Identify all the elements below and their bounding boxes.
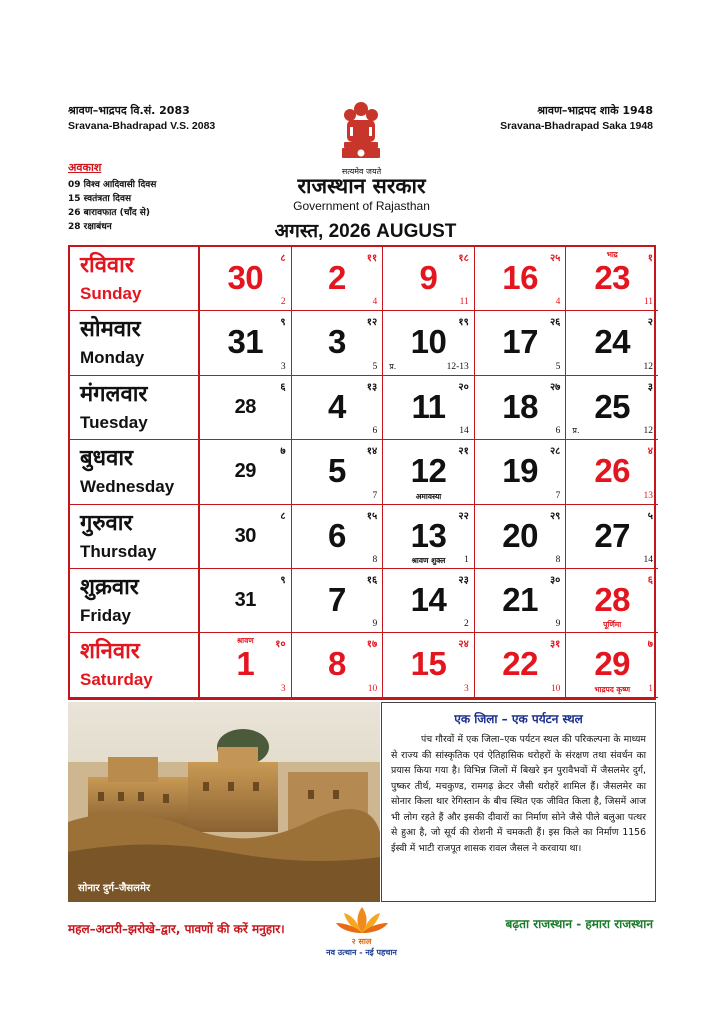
date-cell bbox=[200, 569, 292, 633]
date-cell bbox=[566, 633, 658, 697]
hijri-date: 1 bbox=[464, 554, 469, 565]
hijri-date: 7 bbox=[372, 490, 378, 501]
date-number: 16 bbox=[502, 259, 538, 296]
government-name-hindi: राजस्थान सरकार bbox=[297, 174, 426, 198]
tithi-number: २६ bbox=[549, 317, 561, 329]
hijri-date: 9 bbox=[372, 619, 378, 630]
date-number: 26 bbox=[594, 452, 631, 490]
government-name-english: Government of Rajasthan bbox=[293, 199, 430, 213]
weekday-label bbox=[70, 505, 200, 569]
weekday-label bbox=[70, 633, 200, 697]
date-cell bbox=[383, 633, 475, 697]
date-cell bbox=[200, 505, 292, 569]
weekday-english: Thursday bbox=[80, 541, 157, 561]
weekday-hindi: सोमवार bbox=[80, 317, 141, 343]
hijri-date: 11 bbox=[459, 297, 469, 308]
footer-slogan-right: बढ़ता राजस्थान - हमारा राजस्थान bbox=[505, 917, 653, 931]
date-number: 31 bbox=[227, 323, 264, 361]
date-number: 13 bbox=[410, 516, 447, 554]
hijri-date: 12-13 bbox=[446, 361, 469, 372]
tithi-number: २२ bbox=[458, 510, 469, 522]
date-number: 2 bbox=[327, 259, 346, 296]
date-cell bbox=[200, 440, 292, 504]
weekday-english: Friday bbox=[80, 606, 132, 625]
tithi-number: ७ bbox=[280, 446, 286, 458]
tithi-number: २४ bbox=[458, 639, 469, 651]
weekday-english: Monday bbox=[80, 348, 145, 368]
weekday-label bbox=[70, 311, 200, 375]
date-cell bbox=[383, 569, 475, 633]
hijri-date: 6 bbox=[372, 426, 378, 437]
hijri-date: 3 bbox=[280, 361, 286, 372]
date-number: 9 bbox=[419, 259, 438, 296]
month-title: अगस्त, 2026 AUGUST bbox=[274, 221, 457, 242]
tithi-number: १९ bbox=[458, 317, 469, 329]
weekday-english: Sunday bbox=[80, 284, 142, 303]
holiday-item: 28 रक्षाबंधन bbox=[68, 222, 112, 232]
date-number: 28 bbox=[234, 395, 256, 418]
fort-photo bbox=[68, 702, 380, 902]
weekday-label bbox=[70, 440, 200, 504]
hijri-date: 6 bbox=[555, 426, 561, 437]
logo-text: २ साल bbox=[351, 937, 372, 946]
tithi-number: ९ bbox=[280, 575, 286, 586]
vikram-samvat-hindi: श्रावण–भाद्रपद वि.सं. 2083 bbox=[68, 104, 190, 117]
date-cell bbox=[383, 376, 475, 440]
date-number: 21 bbox=[502, 581, 538, 618]
date-cell bbox=[383, 311, 475, 375]
tithi-number: ३१ bbox=[549, 639, 561, 651]
festival-note: भाद्रपद कृष्ण bbox=[594, 684, 631, 694]
date-number: 18 bbox=[502, 387, 538, 425]
date-cell bbox=[200, 311, 292, 375]
hijri-date: 13 bbox=[643, 490, 653, 501]
date-cell bbox=[292, 311, 384, 375]
weekday-english: Wednesday bbox=[80, 477, 175, 497]
date-cell bbox=[292, 440, 384, 504]
hijri-date: 12 bbox=[643, 361, 653, 372]
date-number: 31 bbox=[234, 589, 256, 611]
weekday-english: Saturday bbox=[80, 670, 153, 690]
hijri-date: 14 bbox=[459, 426, 469, 437]
hijri-date: 4 bbox=[555, 297, 561, 308]
date-cell bbox=[383, 440, 475, 504]
holiday-item: 15 स्वतंत्रता दिवस bbox=[68, 194, 132, 204]
date-cell bbox=[566, 569, 658, 633]
date-cell bbox=[475, 505, 567, 569]
date-number: 10 bbox=[410, 323, 447, 361]
date-cell bbox=[475, 440, 567, 504]
hijri-date: 8 bbox=[372, 554, 378, 565]
tithi-number: ७ bbox=[647, 639, 653, 651]
date-number: 28 bbox=[594, 581, 631, 618]
date-cell bbox=[200, 376, 292, 440]
date-cell bbox=[292, 569, 384, 633]
date-cell bbox=[292, 633, 384, 697]
date-number: 30 bbox=[227, 259, 264, 296]
info-title: एक जिला – एक पर्यटन स्थल bbox=[454, 712, 583, 726]
festival-note: श्रावण शुक्ल bbox=[411, 555, 446, 565]
hijri-date: 14 bbox=[643, 554, 653, 565]
holiday-item: 09 विश्व आदिवासी दिवस bbox=[68, 180, 157, 190]
tithi-number: १२ bbox=[366, 317, 378, 329]
tithi-number: ९ bbox=[280, 317, 286, 329]
tithi-number: ३ bbox=[647, 381, 653, 393]
tithi-number: ६ bbox=[647, 575, 653, 586]
date-cell bbox=[292, 505, 384, 569]
date-number: 7 bbox=[327, 581, 346, 618]
tithi-number: १३ bbox=[366, 381, 378, 393]
date-number: 27 bbox=[594, 516, 631, 554]
hijri-date: 10 bbox=[550, 683, 561, 694]
saka-year-english: Sravana-Bhadrapad Saka 1948 bbox=[500, 120, 653, 132]
date-cell bbox=[566, 505, 658, 569]
date-number: 6 bbox=[327, 516, 346, 554]
date-number: 20 bbox=[502, 516, 538, 554]
tithi-number: १७ bbox=[366, 639, 378, 651]
date-number: 14 bbox=[410, 581, 447, 618]
tithi-number: ८ bbox=[280, 510, 286, 522]
weekday-label bbox=[70, 376, 200, 440]
date-cell bbox=[566, 247, 658, 311]
date-cell bbox=[475, 376, 567, 440]
hijri-date: 2 bbox=[280, 297, 286, 308]
date-cell bbox=[200, 247, 292, 311]
footer-slogan-left: महल–अटारी–झरोखे–द्वार, पावणों की करें मनुहार। bbox=[68, 922, 285, 936]
date-cell bbox=[475, 247, 567, 311]
date-number: 4 bbox=[327, 387, 346, 425]
tithi-number: २० bbox=[458, 381, 469, 393]
lotus-logo-icon bbox=[336, 905, 388, 935]
date-cell bbox=[566, 311, 658, 375]
tithi-number: ६ bbox=[280, 381, 286, 393]
tourism-info-box bbox=[381, 702, 656, 902]
hijri-date: 4 bbox=[372, 297, 378, 308]
date-number: 29 bbox=[234, 460, 256, 483]
tithi-number: १ bbox=[647, 253, 653, 264]
hijri-date: 8 bbox=[555, 554, 561, 565]
hijri-date: 7 bbox=[555, 490, 561, 501]
state-emblem-icon bbox=[338, 100, 384, 166]
weekday-label bbox=[70, 569, 200, 633]
tithi-number: २३ bbox=[458, 575, 469, 586]
tithi-number: १८ bbox=[458, 253, 469, 264]
tithi-number: १५ bbox=[366, 510, 378, 522]
tithi-number: ४ bbox=[647, 446, 653, 458]
hijri-date: 3 bbox=[280, 683, 286, 694]
tithi-number: २ bbox=[647, 317, 653, 329]
weekday-label bbox=[70, 247, 200, 311]
date-cell bbox=[566, 376, 658, 440]
date-number: 25 bbox=[594, 387, 631, 425]
date-number: 29 bbox=[594, 645, 631, 683]
hijri-date: 1 bbox=[648, 683, 653, 694]
weekday-hindi: शनिवार bbox=[80, 639, 140, 665]
weekday-hindi: शुक्रवार bbox=[80, 575, 139, 600]
info-body: पंच गौरवों में एक जिला–एक पर्यटन स्थल की परिकल्पना के माध्यम से राज्य की सांस्कृतिक एवं ऐतिहासिक धरोहरों के संरक्षण तथा संवर्धन का प्रयास किया गया है। विभिन्न जिलों में बिखरे इन पुरावैभवों में जैसलमेर दुर्ग, पुष्कर तीर्थ, मचकुण्ड, रामगढ़ क्रेटर जैसी धरोहरें शामिल हैं। जैसलमेर का सोनार किला थार रेगिस्तान के बीच स्थित एक जीवित किला है, जिसमें आज भी लोग रहते हैं और इसकी दीवारों का निर्माण सोने जैसे पीले बलुआ पत्थर से हुआ है, जो सूर्य की रोशनी में चमकती हैं। इस किले का निर्माण 1156 ईस्वी में भाटी राजपूत शासक रावल जैसल ने करवाया था। bbox=[391, 734, 646, 854]
date-number: 1 bbox=[236, 645, 255, 683]
hijri-date: 11 bbox=[643, 297, 653, 308]
tithi-number: २५ bbox=[549, 253, 561, 264]
emblem-motto: सत्यमेव जयते bbox=[341, 167, 382, 176]
weekday-hindi: रविवार bbox=[80, 253, 134, 278]
date-number: 23 bbox=[594, 259, 631, 296]
date-number: 30 bbox=[234, 524, 256, 547]
date-cell bbox=[383, 505, 475, 569]
vikram-samvat-english: Sravana-Bhadrapad V.S. 2083 bbox=[68, 120, 216, 132]
tithi-number: २९ bbox=[549, 510, 561, 522]
festival-note: अमावस्या bbox=[415, 491, 442, 501]
date-cell bbox=[475, 633, 567, 697]
tithi-number: ३० bbox=[549, 575, 561, 586]
hijri-date: 9 bbox=[555, 619, 561, 630]
tithi-number: २७ bbox=[549, 381, 561, 393]
date-number: 12 bbox=[410, 452, 447, 490]
date-cell bbox=[566, 440, 658, 504]
tithi-number: १० bbox=[275, 639, 286, 651]
hijri-date: 12 bbox=[643, 426, 653, 437]
logo-tagline: नव उत्थान - नई पहचान bbox=[326, 948, 397, 957]
weekday-english: Tuesday bbox=[80, 412, 148, 432]
hijri-date: 5 bbox=[555, 361, 561, 372]
holiday-item: 26 बारावफात (चाँद से) bbox=[68, 208, 150, 218]
holiday-list-title: अवकाश bbox=[68, 161, 102, 174]
date-number: 24 bbox=[594, 323, 631, 361]
tithi-number: २१ bbox=[458, 446, 469, 458]
tithi-number: २८ bbox=[549, 446, 561, 458]
month-start-note: भाद्र bbox=[606, 250, 618, 259]
date-number: 15 bbox=[410, 645, 447, 683]
weekday-hindi: मंगलवार bbox=[80, 381, 148, 407]
saka-year-hindi: श्रावण–भाद्रपद शाके 1948 bbox=[537, 104, 653, 117]
date-cell bbox=[292, 376, 384, 440]
calendar-grid bbox=[68, 245, 656, 700]
hijri-date: 3 bbox=[464, 683, 469, 694]
tithi-number: ८ bbox=[280, 253, 286, 264]
hijri-date: 10 bbox=[367, 683, 378, 694]
date-number: 3 bbox=[327, 323, 346, 361]
hijri-date: 5 bbox=[372, 361, 378, 372]
tithi-number: १४ bbox=[366, 446, 378, 458]
date-number: 11 bbox=[411, 387, 446, 425]
sonar-fort-image bbox=[68, 702, 380, 902]
date-cell bbox=[383, 247, 475, 311]
hijri-date: 2 bbox=[464, 619, 469, 630]
holiday-list bbox=[68, 160, 268, 234]
weekday-hindi: बुधवार bbox=[80, 446, 134, 472]
photo-caption: सोनार दुर्ग–जैसलमेर bbox=[78, 883, 151, 894]
month-start-note: श्रावण bbox=[236, 636, 254, 646]
festival-note: पूर्णिमा bbox=[603, 620, 622, 630]
pradosh-note: प्र. bbox=[389, 361, 397, 371]
date-cell bbox=[200, 633, 292, 697]
date-number: 19 bbox=[502, 452, 538, 490]
weekday-hindi: गुरुवार bbox=[80, 510, 133, 536]
date-cell bbox=[475, 311, 567, 375]
tithi-number: ५ bbox=[647, 510, 653, 522]
date-number: 8 bbox=[327, 645, 346, 683]
pradosh-note: प्र. bbox=[572, 426, 580, 436]
tithi-number: १६ bbox=[366, 575, 378, 586]
date-number: 22 bbox=[502, 645, 538, 683]
date-cell bbox=[475, 569, 567, 633]
tithi-number: ११ bbox=[366, 253, 378, 264]
date-cell bbox=[292, 247, 384, 311]
date-number: 17 bbox=[502, 323, 538, 361]
date-number: 5 bbox=[327, 452, 346, 490]
